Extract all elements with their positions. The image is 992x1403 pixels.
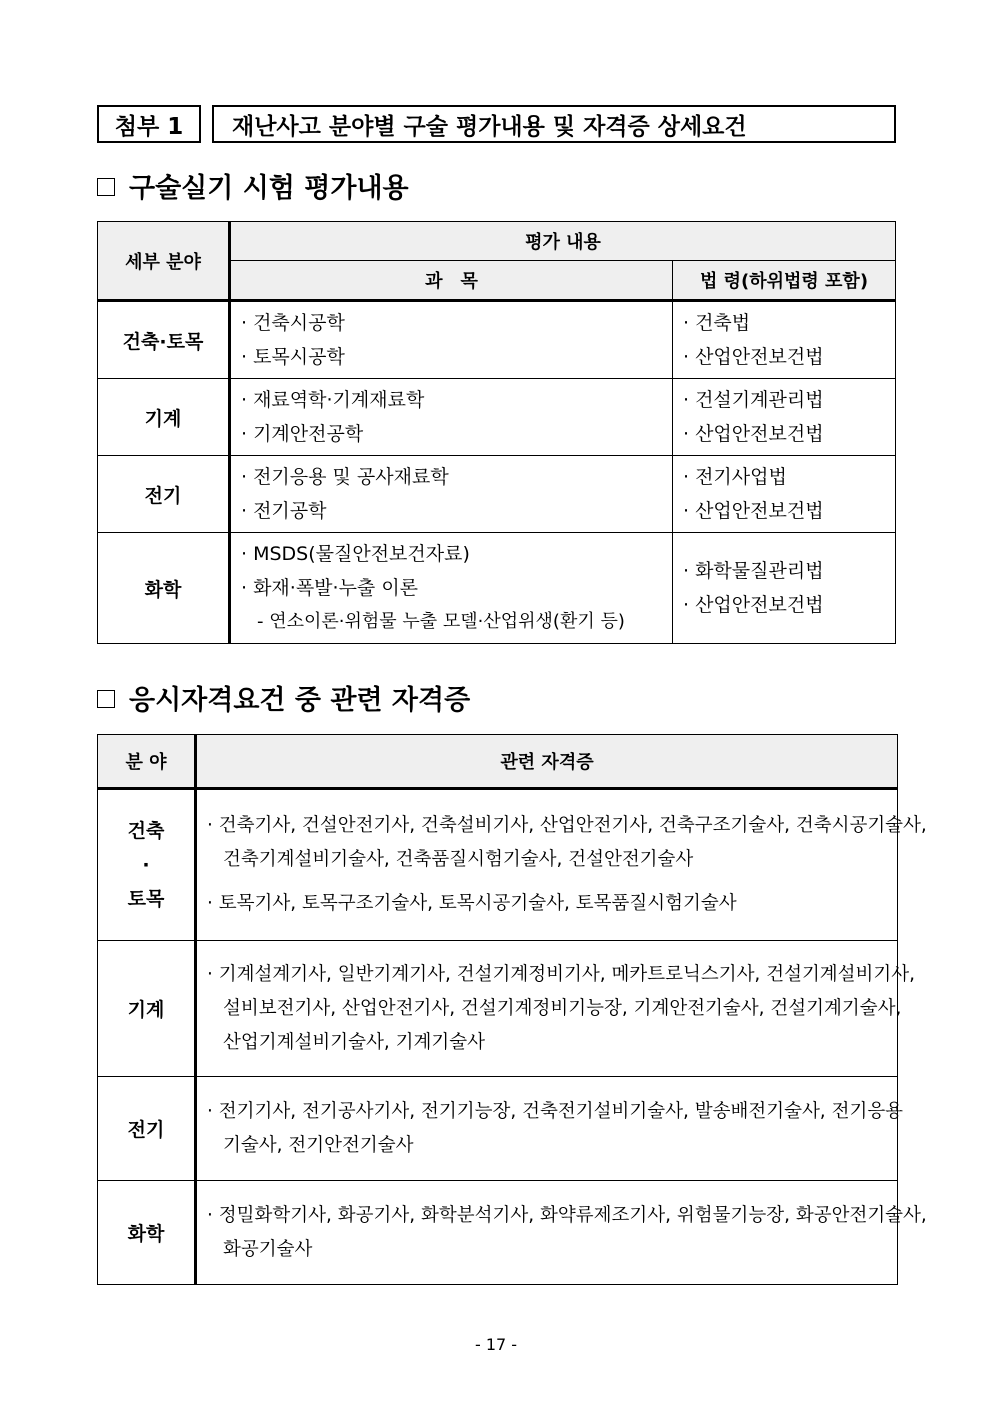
certificate-line: 화공기술사 — [223, 1238, 313, 1260]
header-subject: 과 목 — [230, 261, 673, 301]
subject-item: · 화재·폭발·누출 이론 — [241, 577, 419, 599]
subject-cell — [230, 456, 673, 533]
document-title: 재난사고 분야별 구술 평가내용 및 자격증 상세요건 — [212, 105, 896, 143]
subject-item: · 건축시공학 — [241, 312, 345, 334]
certificate-line: · 전기기사, 전기공사기사, 전기기능장, 건축전기설비기술사, 발송배전기술사, 전기응용 — [207, 1100, 904, 1122]
law-item: · 건축법 — [683, 312, 751, 334]
checkbox-square-icon — [97, 690, 115, 708]
law-item: · 산업안전보건법 — [683, 594, 824, 616]
header-certificate: 관련 자격증 — [196, 735, 898, 789]
certificate-line: · 건축기사, 건설안전기사, 건축설비기사, 산업안전기사, 건축구조기술사, 건축시공기술사, — [207, 815, 927, 836]
law-cell — [673, 301, 896, 379]
section-certificate-heading — [97, 678, 470, 717]
table-row — [98, 533, 896, 644]
table-row — [98, 379, 896, 456]
law-item: · 산업안전보건법 — [683, 423, 824, 445]
category-cell — [98, 789, 196, 941]
category-cell: 전기 — [98, 1077, 196, 1181]
certificate-line: 설비보전기사, 산업안전기사, 건설기계정비기능장, 기계안전기술사, 건설기계기술사, — [223, 997, 902, 1019]
certificate-cell — [196, 1077, 904, 1181]
certificate-table — [97, 734, 927, 1285]
attachment-tag: 첨부 1 — [97, 105, 201, 143]
law-item: · 화학물질관리법 — [683, 560, 824, 582]
law-item: · 산업안전보건법 — [683, 346, 824, 368]
page-number: - 17 - — [474, 1335, 518, 1354]
header-field: 분 야 — [98, 735, 196, 789]
law-item: · 산업안전보건법 — [683, 500, 824, 522]
law-cell — [673, 379, 896, 456]
subject-item: · 전기응용 및 공사재료학 — [241, 466, 449, 488]
evaluation-table — [97, 221, 896, 644]
certificate-line: 건축기계설비기술사, 건축품질시험기술사, 건설안전기술사 — [223, 849, 694, 870]
category-cell: 화학 — [98, 1181, 196, 1285]
certificate-cell — [196, 1181, 927, 1285]
certificate-cell — [196, 941, 916, 1077]
checkbox-square-icon — [97, 178, 115, 196]
subject-item: · MSDS(물질안전보건자료) — [241, 543, 470, 565]
category-cell: 화학 — [98, 533, 230, 644]
category-cell: 건축·토목 — [98, 301, 230, 379]
subject-subitem: - 연소이론·위험물 누출 모델·산업위생(환기 등) — [257, 611, 625, 632]
subject-cell — [230, 533, 673, 644]
law-cell — [673, 456, 896, 533]
table-row — [98, 1077, 898, 1181]
table-row — [98, 789, 898, 941]
attachment-header — [97, 105, 896, 145]
subject-item: · 재료역학·기계재료학 — [241, 389, 425, 411]
law-item: · 전기사업법 — [683, 466, 787, 488]
subject-item: · 기계안전공학 — [241, 423, 364, 445]
subject-item: · 토목시공학 — [241, 346, 345, 368]
law-item: · 건설기계관리법 — [683, 389, 824, 411]
subject-cell — [230, 301, 673, 379]
category-line: 건축 — [127, 820, 165, 842]
category-cell: 기계 — [98, 941, 196, 1077]
certificate-line: · 기계설계기사, 일반기계기사, 건설기계정비기사, 메카트로닉스기사, 건설기계설비기사, — [207, 963, 916, 985]
table-row — [98, 301, 896, 379]
category-cell: 기계 — [98, 379, 230, 456]
section-certificate-title: 응시자격요건 중 관련 자격증 — [129, 685, 471, 716]
table-row — [98, 456, 896, 533]
header-law: 법 령(하위법령 포함) — [673, 261, 896, 301]
certificate-cell — [196, 789, 927, 941]
certificate-line: 기술사, 전기안전기술사 — [223, 1134, 414, 1156]
certificate-line: · 토목기사, 토목구조기술사, 토목시공기술사, 토목품질시험기술사 — [207, 893, 737, 914]
table-row — [98, 941, 898, 1077]
certificate-line: · 정밀화학기사, 화공기사, 화학분석기사, 화약류제조기사, 위험물기능장, 화공안전기술사, — [207, 1204, 927, 1226]
section-evaluation-heading — [97, 166, 409, 205]
header-category: 세부 분야 — [98, 222, 230, 301]
table-row — [98, 1181, 898, 1285]
category-line: · — [142, 854, 150, 876]
subject-item: · 전기공학 — [241, 500, 327, 522]
category-line: 토목 — [127, 888, 165, 910]
law-cell — [673, 533, 896, 644]
certificate-line: 산업기계설비기술사, 기계기술사 — [223, 1031, 485, 1053]
section-evaluation-title: 구술실기 시험 평가내용 — [129, 173, 409, 204]
header-evaluation: 평가 내용 — [230, 222, 896, 261]
subject-cell — [230, 379, 673, 456]
category-cell: 전기 — [98, 456, 230, 533]
